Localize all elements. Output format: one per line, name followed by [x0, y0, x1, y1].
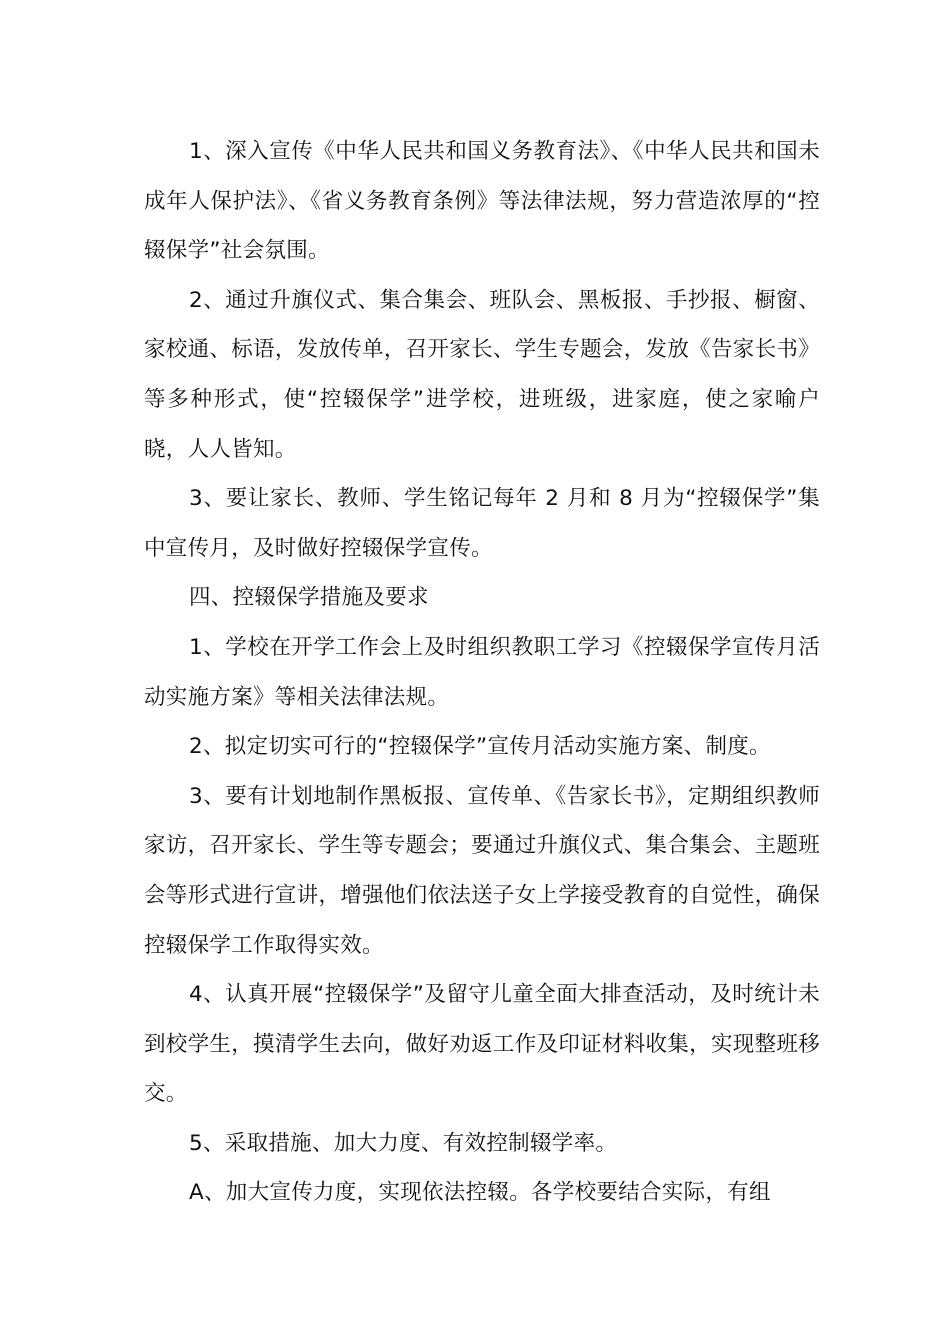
paragraph-measure-a: A、加大宣传力度，实现依法控辍。各学校要结合实际，有组: [189, 1180, 771, 1206]
paragraph-measure-2: 2、拟定切实可行的“控辍保学”宣传月活动实施方案、制度。: [189, 734, 771, 760]
paragraph-measure-1: 1、学校在开学工作会上及时组织教职工学习《控辍保学宣传月活动实施方案》等相关法律法规。: [144, 634, 820, 710]
paragraph-measure-3: 3、要有计划地制作黑板报、宣传单、《告家长书》，定期组织教师家访，召开家长、学生等专题会；要通过升旗仪式、集合集会、主题班会等形式进行宣讲，增强他们依法送子女上学接受教育的自觉性，确保控辍保学工作取得实效。: [144, 783, 820, 958]
paragraph-propaganda-month: 3、要让家长、教师、学生铭记每年 2 月和 8 月为“控辍保学”集中宣传月，及时做好控辍保学宣传。: [144, 486, 820, 561]
paragraph-measure-4: 4、认真开展“控辍保学”及留守儿童全面大排查活动，及时统计未到校学生，摸清学生去向，做好劝返工作及印证材料收集，实现整班移交。: [144, 982, 820, 1107]
paragraph-measure-5: 5、采取措施、加大力度、有效控制辍学率。: [189, 1130, 618, 1156]
document-body: [144, 127, 820, 1218]
section-heading-measures: 四、控辍保学措施及要求: [189, 585, 429, 611]
paragraph-propaganda-laws: 1、深入宣传《中华人民共和国义务教育法》、《中华人民共和国未成年人保护法》、《省义务教育条例》等法律法规，努力营造浓厚的“控辍保学”社会氛围。: [144, 139, 820, 264]
paragraph-propaganda-forms: 2、通过升旗仪式、集合集会、班队会、黑板报、手抄报、橱窗、家校通、标语，发放传单，召开家长、学生专题会，发放《告家长书》等多种形式，使“控辍保学”进学校，进班级，进家庭，使之家喻户晓，人人皆知。: [144, 287, 820, 462]
